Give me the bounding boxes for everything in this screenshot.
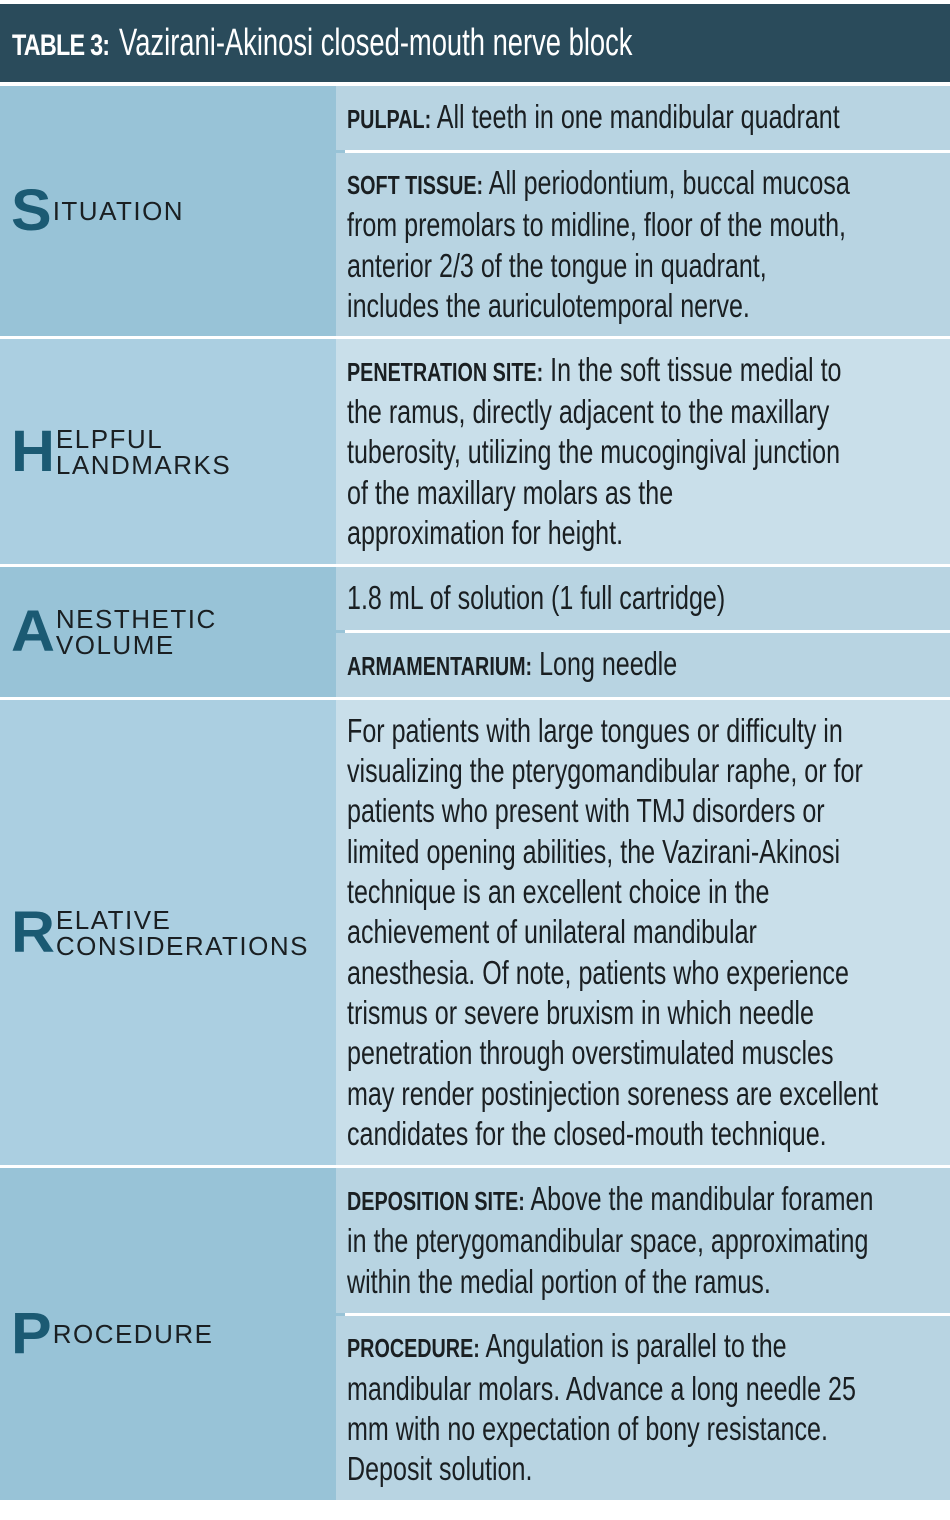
cell-line: within the medial portion of the ramus. [347,1262,771,1300]
initial-letter: A [10,599,55,664]
row-header-label: ELPFUL [55,423,164,454]
row-header-helpful-landmarks [0,339,345,564]
cell-line: Above the mandibular foramen [530,1180,874,1218]
cell-line: visualizing the pterygomandibular raphe, or for [347,752,863,790]
cell-line: Angulation is parallel to the [485,1327,787,1365]
cell-line: All teeth in one mandibular quadrant [436,97,840,135]
cell-line: anterior 2/3 of the tongue in quadrant, [347,246,767,284]
row-header-label: NESTHETIC [55,604,217,634]
cell-line: in the pterygomandibular space, approximating [347,1222,869,1260]
row-header-procedure [0,1168,345,1500]
initial-letter: P [11,1301,52,1366]
cell-line: mm with no expectation of bony resistance. [347,1410,828,1447]
cell-procedure [336,1316,950,1500]
table-row-situation [0,86,950,336]
row-content [336,567,950,697]
cell-line: the ramus, directly adjacent to the maxillary [347,393,830,431]
cell-line: approximation for height. [347,513,624,551]
cell-label: SOFT TISSUE: [347,169,484,200]
cell-line: limited opening abilities, the Vazirani-Akinosi [347,832,841,870]
row-header-relative-considerations [0,700,345,1165]
cell-line: trismus or severe bruxism in which needle [347,993,814,1031]
cell-soft-tissue [336,153,950,336]
cell-line: achievement of unilateral mandibular [347,913,757,951]
cell-penetration-site [336,339,950,564]
table-row-anesthetic-volume [0,567,950,697]
cell-line: includes the auriculotemporal nerve. [347,286,750,324]
row-header-anesthetic-volume [0,567,345,697]
row-header-label: CONSIDERATIONS [55,930,309,961]
cell-line: of the maxillary molars as the [347,473,674,511]
table-row-relative-considerations [0,700,950,1165]
cell-label: PROCEDURE: [347,1333,480,1364]
table-number: TABLE 3: [12,28,110,62]
row-content [336,86,950,336]
cell-line: 1.8 mL of solution (1 full cartridge) [347,579,726,617]
initial-letter: R [10,899,55,965]
cell-line: In the soft tissue medial to [550,350,842,388]
row-content [336,700,950,1165]
cell-label: ARMAMENTARIUM: [347,650,533,681]
row-header-situation [0,86,345,336]
cell-pulpal [336,86,950,150]
initial-letter: S [11,178,52,243]
row-header-label: ROCEDURE [52,1318,214,1349]
cell-line: anesthesia. Of note, patients who experience [347,953,849,991]
table-title-bar [0,4,950,82]
cell-line: from premolars to midline, floor of the mouth, [347,206,847,244]
cell-armamentarium [336,633,950,697]
cell-line: All periodontium, buccal mucosa [488,163,850,201]
row-header-label: ELATIVE [55,904,172,935]
cell-line: penetration through overstimulated muscles [347,1034,834,1072]
cell-line: Long needle [539,644,678,682]
cell-line: technique is an excellent choice in the [347,873,770,911]
table-row-helpful-landmarks [0,339,950,564]
cell-line: For patients with large tongues or difficulty in [347,711,843,749]
cell-line: mandibular molars. Advance a long needle 25 [347,1369,856,1407]
row-content [336,339,950,564]
row-header-label: VOLUME [55,630,175,660]
cell-label: PULPAL: [347,103,432,134]
cell-line: candidates for the closed-mouth technique. [347,1114,827,1152]
cell-deposition-site [336,1168,950,1313]
row-content [336,1168,950,1500]
table-row-procedure [0,1168,950,1500]
cell-considerations [336,700,950,1165]
cell-label: DEPOSITION SITE: [347,1186,525,1217]
cell-line: Deposit solution. [347,1450,533,1488]
cell-volume [336,567,950,630]
row-header-label: LANDMARKS [55,449,232,480]
table-title: Vazirani-Akinosi closed-mouth nerve block [118,21,633,64]
initial-letter: H [10,418,55,484]
cell-line: patients who present with TMJ disorders or [347,792,825,830]
cell-line: may render postinjection soreness are excellent [347,1074,879,1112]
cell-line: tuberosity, utilizing the mucogingival junction [347,433,841,471]
row-header-label: ITUATION [52,195,185,226]
cell-label: PENETRATION SITE: [347,356,544,387]
